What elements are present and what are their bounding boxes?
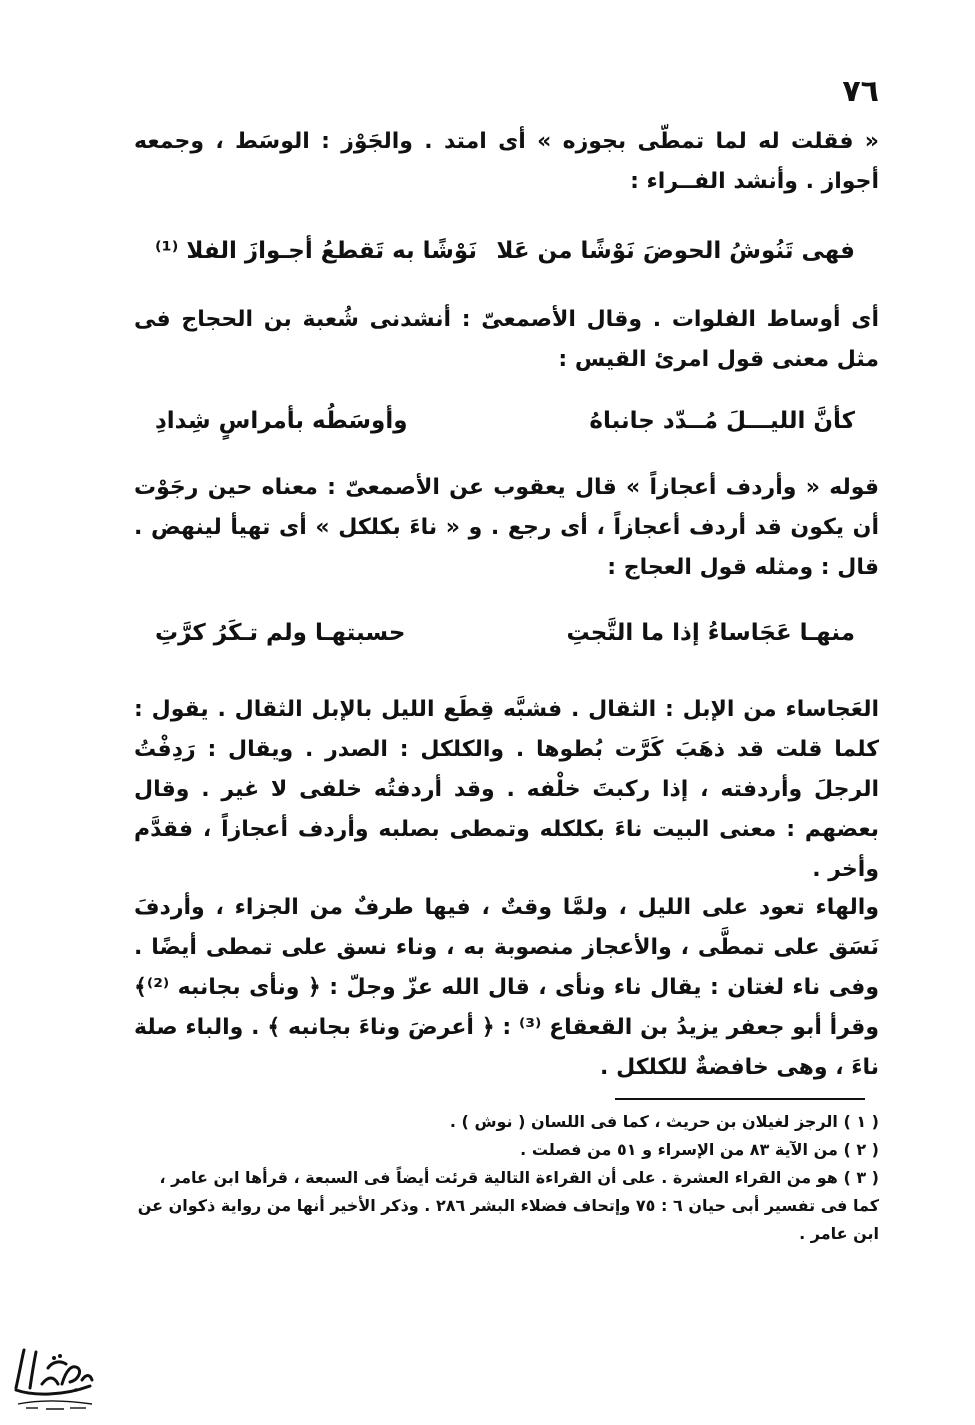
paragraph-text: أى أوساط الفلوات . وقال الأصمعىّ : أنشدنى شُعبة بن الحجاج فى مثل معنى قول امرئ القيس :: [134, 307, 879, 372]
paragraph-3: [134, 468, 879, 588]
verse-3: [155, 620, 855, 646]
page-number: ٧٦: [842, 74, 879, 109]
verse-first-hemistich: كأنَّ الليـــلَ مُــدّد جانباهُ: [589, 408, 855, 434]
verse-1: [155, 238, 855, 264]
footnote-3: ( ٣ ) هو من القراء العشرة . على أن القراءة التالية قرئت أيضاً فى السبعة ، قرأها ابن عامر ، كما فى تفسير أبى حيان ٦ : ٧٥ وإتحاف فضلاء البشر ٢٨٦ . وذكر الأخير أنها من رواية ذكوان عن ابن عامر .: [137, 1168, 879, 1243]
footnote-separator: [615, 1098, 865, 1100]
footnote-1: ( ١ ) الرجز لغيلان بن حريث ، كما فى اللسان ( نوش ) .: [449, 1112, 879, 1131]
paragraph-text: قوله « وأردف أعجازاً » قال يعقوب عن الأصمعىّ : معناه حين رجَوْت أن يكون قد أردف أعجازاً ، أى رجع . و « ناءَ بكلكل » أى تهيأ لينهض . قال : ومثله قول العجاج :: [134, 475, 879, 580]
footnote-2: ( ٢ ) من الآية ٨٣ من الإسراء و ٥١ من فصلت .: [520, 1140, 879, 1159]
paragraph-text: العَجاساء من الإبل : الثقال . فشبَّه قِطَع الليل بالإبل الثقال . يقول : كلما قلت قد ذهَبَ كَرَّت بُطوها . والكلكل : الصدر . ويقال : رَدِفْتُ الرجلَ وأردفته ، إذا ركبتَ خلْفه . وقد أردفتُه خلفى لا غير . وقال بعضهم : معنى البيت ناءَ بكلكله وتمطى بصلبه وأردف أعجازاً ، فقدَّم وأخر .: [134, 697, 879, 882]
paragraph-text: والهاء تعود على الليل ، ولمَّا وقتٌ ، فيها طرفٌ من الجزاء ، وأردفَ نَسَق على تمطَّى ، والأعجاز منصوبة به ، وناء نسق على تمطى أيضًا . وفى ناء لغتان : يقال ناء ونأى ، قال الله عزّ وجلّ : ﴿ ونأى بجانبه ⁽²⁾﴾ وقرأ أبو جعفر يزيدُ بن القعقاع ⁽³⁾ : ﴿ أعرضَ وناءَ بجانبه ﴾ . والباء صلة ناءَ ، وهى خافضةٌ للكلكل .: [134, 895, 879, 1080]
paragraph-5: [134, 888, 879, 1088]
paragraph-2: [134, 300, 879, 380]
paragraph-1: [134, 122, 879, 202]
verse-first-hemistich: فهى تَنُوشُ الحوضَ نَوْشًا من عَلا: [496, 238, 855, 264]
logo: [8, 1340, 98, 1415]
paragraph-text: « فقلت له لما تمطّى بجوزه » أى امتد . والجَوْز : الوسَط ، وجمعه أجواز . وأنشد الفــراء :: [134, 129, 879, 194]
verse-second-hemistich: وأوسَطُه بأمراسٍ شِدادِ: [155, 408, 408, 434]
paragraph-4: [134, 690, 879, 890]
footnotes: [131, 1108, 879, 1248]
verse-2: [155, 408, 855, 434]
verse-second-hemistich: نَوْشًا به تَقطعُ أجـوازَ الفلا ⁽¹⁾: [155, 238, 477, 264]
verse-first-hemistich: منهـا عَجَاساءُ إذا ما التَّجتِ: [566, 620, 855, 646]
verse-second-hemistich: حسبتهـا ولم تـكَرُ كرَّتِ: [155, 620, 406, 646]
